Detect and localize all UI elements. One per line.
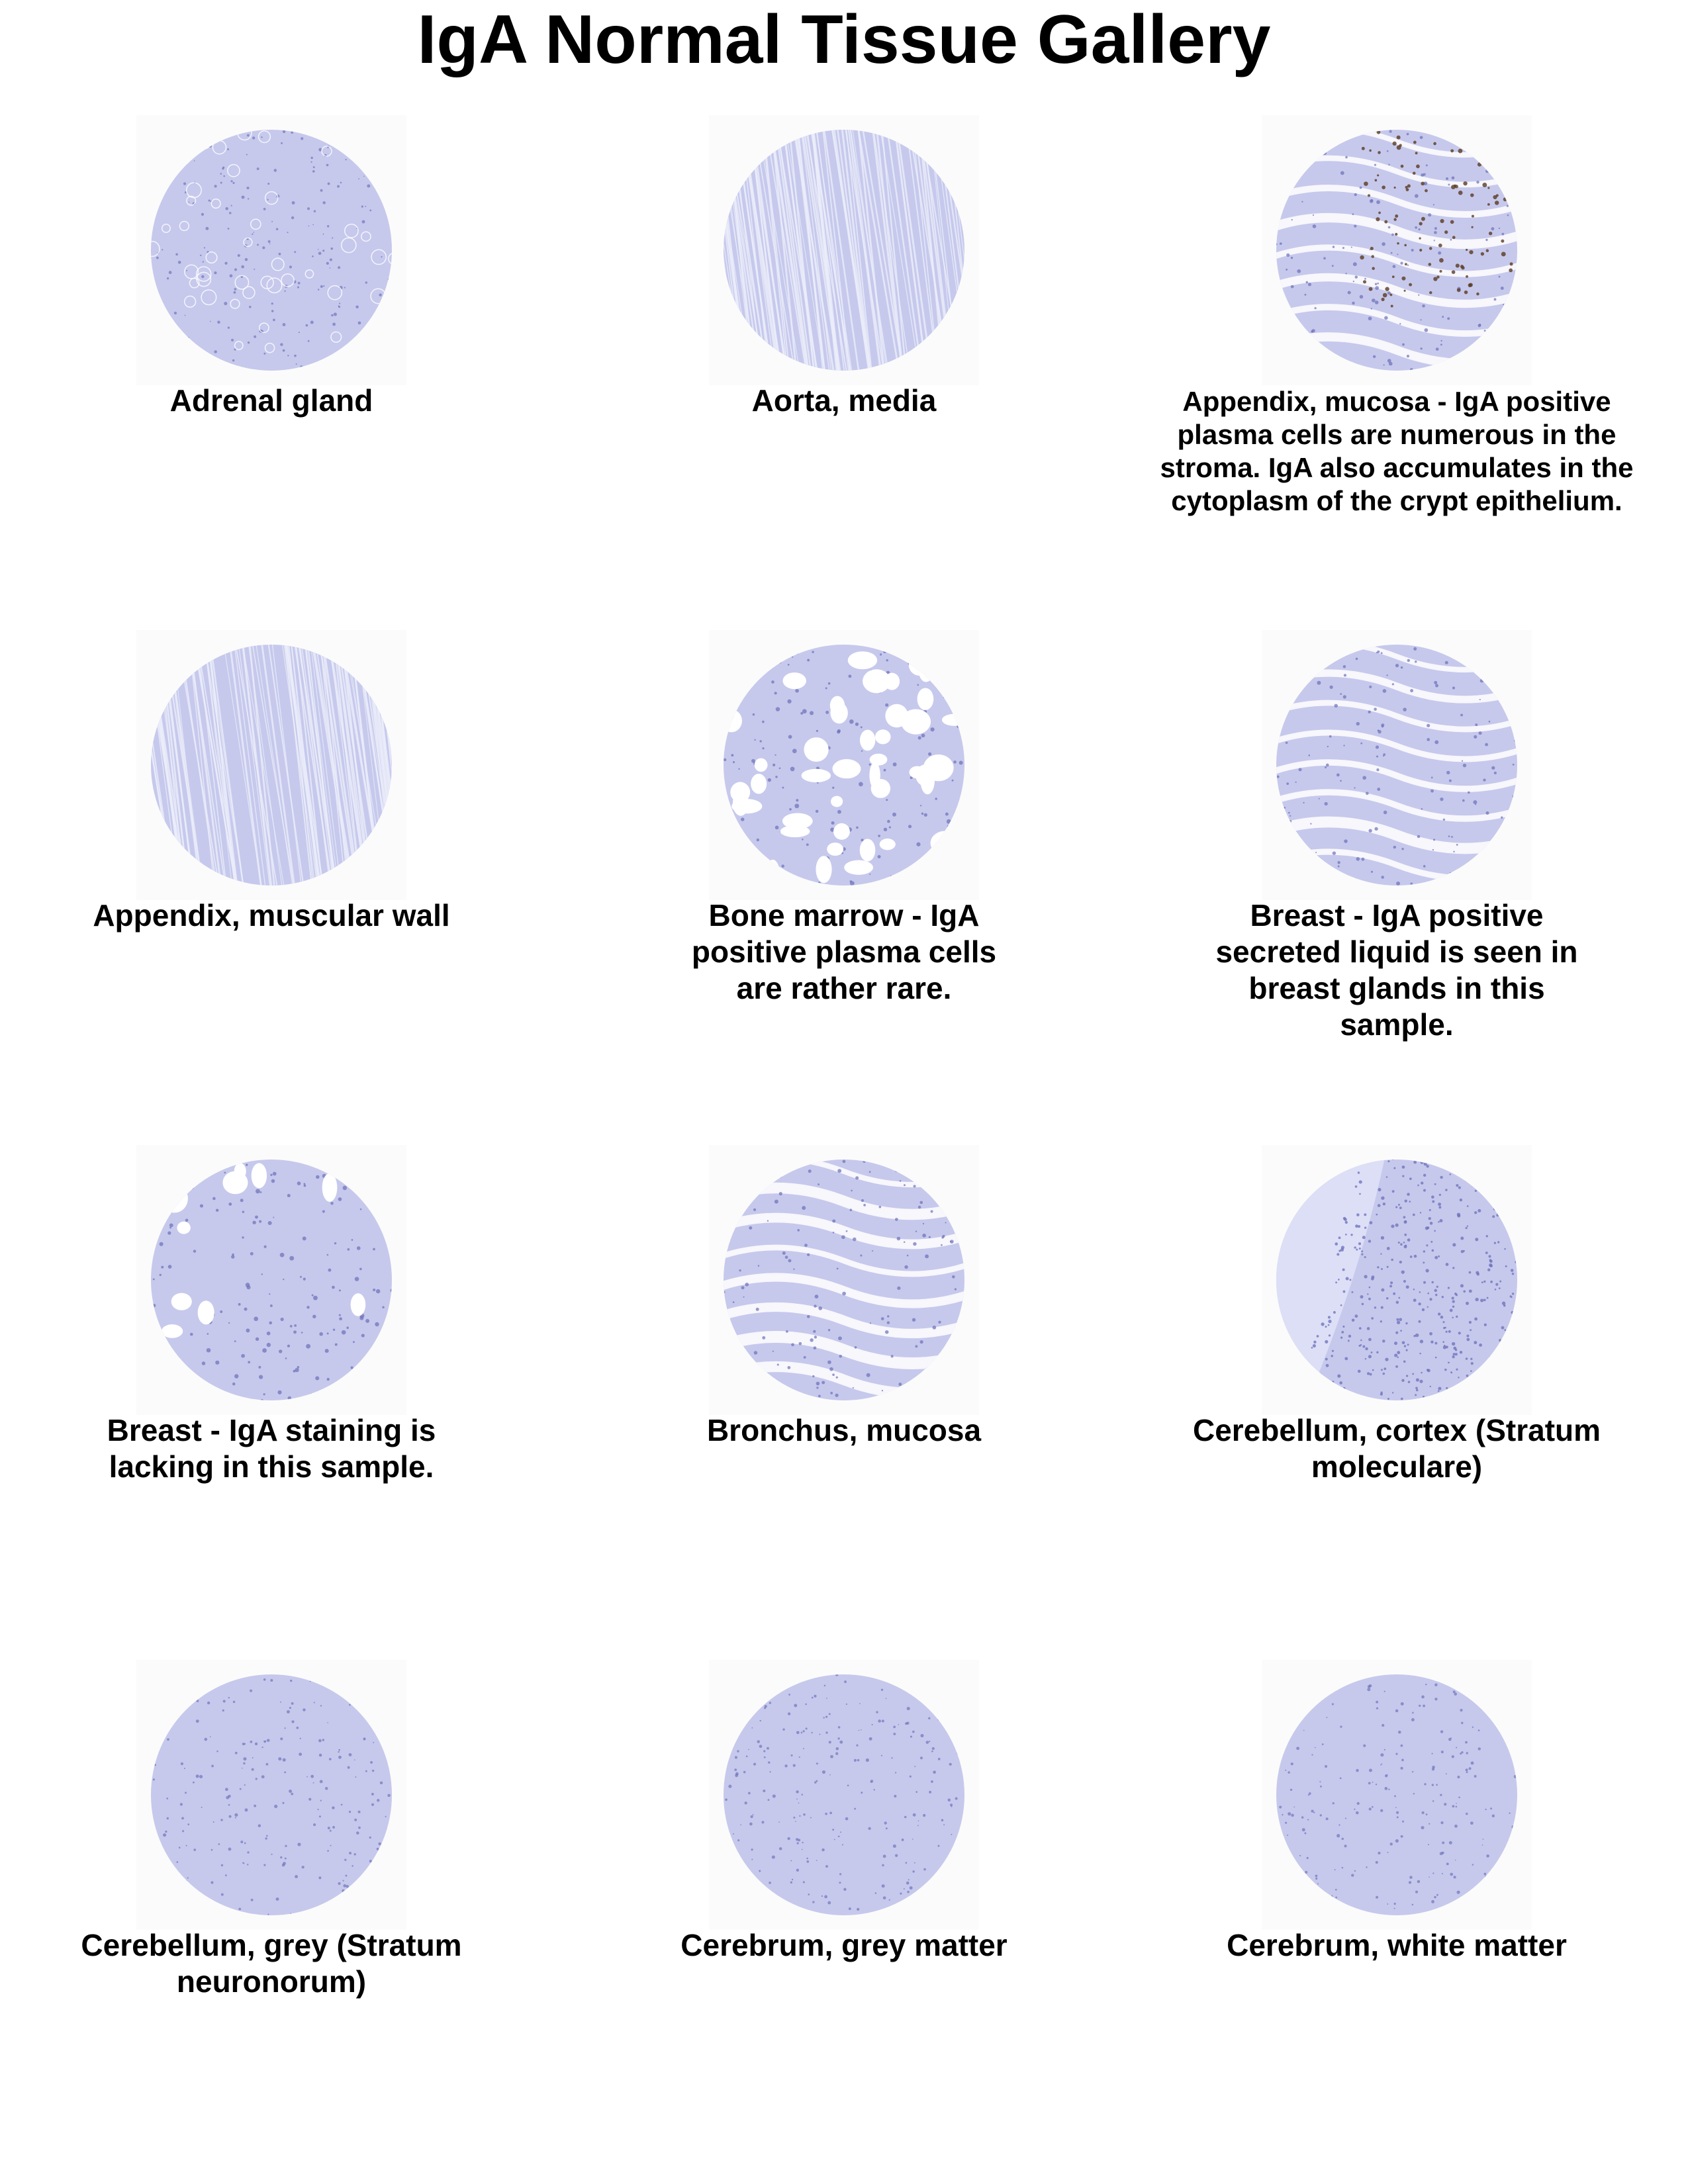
tissue-core-image [1262,1145,1532,1415]
tissue-core-image [709,1660,979,1930]
tissue-core-image [1262,115,1532,385]
tile-caption: Cerebellum, grey (Stratum neuronorum) [81,1928,462,1999]
tile-caption: Bone marrow - IgA positive plasma cells are rather rare. [691,898,997,1005]
tissue-core-image [136,630,406,900]
tissue-core-image [136,115,406,385]
tile-caption: Bronchus, mucosa [706,1413,982,1447]
tile-caption: Breast - IgA positive secreted liquid is seen in breast glands in this sample. [1215,898,1578,1042]
tissue-core-image [1262,630,1532,900]
tile-caption: Appendix, muscular wall [93,898,450,933]
tile-caption: Cerebellum, cortex (Stratum moleculare) [1192,1413,1601,1484]
tissue-thumbnail[interactable] [1262,630,1532,900]
tissue-core-image [709,115,979,385]
tissue-thumbnail[interactable] [136,1660,406,1930]
tile-caption: Breast - IgA staining is lacking in this sample. [107,1413,436,1484]
tissue-core-image [709,1145,979,1415]
tissue-core-image [136,1660,406,1930]
tile-caption: Cerebrum, grey matter [680,1928,1008,1962]
page-title: IgA Normal Tissue Gallery [417,1,1271,78]
tissue-thumbnail[interactable] [136,1145,406,1415]
tile-caption: Appendix, mucosa - IgA positive plasma cells are numerous in the stroma. IgA also accumulates in the cytoplasm of the crypt epithelium. [1160,386,1634,516]
tissue-thumbnail[interactable] [709,630,979,900]
tissue-thumbnail[interactable] [709,115,979,385]
tissue-thumbnail[interactable] [136,630,406,900]
tissue-thumbnail[interactable] [709,1145,979,1415]
tissue-core-image [1262,1660,1532,1930]
tile-caption: Aorta, media [751,383,937,418]
tissue-thumbnail[interactable] [136,115,406,385]
tile-caption: Cerebrum, white matter [1227,1928,1567,1962]
tissue-thumbnail[interactable] [1262,115,1532,385]
tissue-thumbnail[interactable] [709,1660,979,1930]
tile-caption: Adrenal gland [169,383,373,418]
tissue-core-image [136,1145,406,1415]
tissue-core-image [709,630,979,900]
tissue-thumbnail[interactable] [1262,1660,1532,1930]
tissue-thumbnail[interactable] [1262,1145,1532,1415]
